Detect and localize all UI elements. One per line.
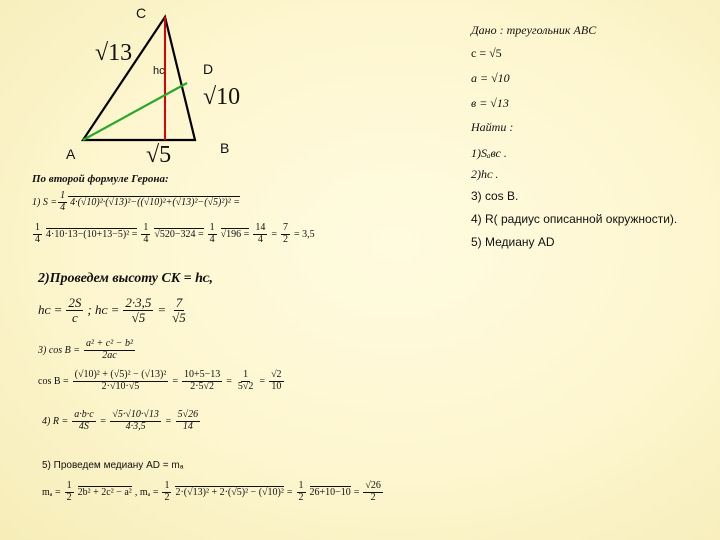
- m-label-2: , mₐ =: [134, 486, 159, 498]
- given-a: a = √10: [471, 71, 510, 85]
- m-root1: 2b² + 2c² − a²: [77, 487, 132, 498]
- cos-frac4: $\frac{1}{5√2}$: [237, 369, 254, 392]
- cos-frac2: $\frac{\text{(√10)² + (√5)² − (√13)²}}{2\cdot√10\cdot√5}$: [74, 369, 167, 392]
- area-root-expr: 4·(√10)²·(√13)²−((√10)²+(√13)²−(√5)²)² =: [70, 197, 240, 208]
- height-title: 2)Проведем высоту CK = hᴄ,: [38, 271, 213, 286]
- cos-frac3: $\frac{10+5-13}{2\cdot 5√2}$: [184, 369, 221, 392]
- m-label: mₐ =: [42, 486, 61, 498]
- m-root3: 26+10−10: [309, 487, 351, 498]
- area-quarter: $\frac{1}{4}$: [60, 190, 66, 213]
- area-result: = 3,5: [293, 228, 315, 240]
- m-eq-1: =: [286, 486, 293, 498]
- side-ab-label: √5: [146, 142, 172, 168]
- m-root2: 2·(√13)² + 2·(√5)² − (√10)²: [175, 487, 284, 498]
- hc-frac2: $\frac{2\cdot 3,5}{√5}$: [125, 295, 152, 325]
- area-prefix: 1) S =: [32, 196, 58, 208]
- hc-label: hᴄ =: [38, 302, 63, 318]
- area-l2-frac2: $\frac{1}{4}$: [143, 222, 149, 245]
- m-frac2: $\frac{1}{2}$: [164, 480, 170, 503]
- given-c: c = √5: [471, 46, 502, 60]
- triangle-abc: [83, 17, 195, 140]
- area-l2-frac3: $\frac{1}{4}$: [209, 222, 215, 245]
- r-label: 4) R =: [42, 415, 69, 427]
- median-ad: [83, 83, 187, 140]
- find-item-5: 5) Медиану AD: [471, 235, 555, 249]
- find-item-2: 2)hᴄ .: [471, 167, 499, 181]
- r-frac2: $\frac{√5\cdot√10\cdot√13}{4\cdot 3,5}$: [112, 409, 159, 432]
- point-d-label: D: [203, 61, 214, 77]
- cos-formula: [38, 339, 136, 361]
- find-title: Найти :: [471, 120, 514, 134]
- hc-frac3: $\frac{7}{√5}$: [172, 295, 186, 325]
- find-item-3: 3) cos B.: [471, 189, 519, 203]
- height-label: hᴄ: [153, 65, 165, 77]
- r-frac3: $\frac{5√26}{14}$: [177, 409, 199, 432]
- cos-frac1: $\frac{\text{a² + c² − b²}}{2ac}$: [86, 338, 133, 361]
- area-line-2: $\frac{1}{4}$ 4·10·13−(10+13−5)² = $\frac{1}{4}$ √520−324 = $\frac{1}{4}$ √196 = $\frac{14}{4}$ = $\frac{7}{2}$ = 3,5: [35, 222, 315, 245]
- m-frac-last: $\frac{√26}{2}$: [365, 480, 381, 503]
- cos-title: 3) cos B =: [38, 344, 81, 356]
- heron-title: По второй формуле Герона:: [32, 173, 169, 185]
- hc-label-2: ; hᴄ =: [87, 302, 120, 318]
- cos-computation: cos B = $\frac{\text{(√10)² + (√5)² − (√13)²}}{2\cdot√10\cdot√5}$ = $\frac{10+5-13}{2\cdot 5√2}$ = $\frac{1}{5√2}$ = $\frac{√2}{10}$: [38, 369, 282, 392]
- radius-formula: 4) R = $\frac{a\cdot b\cdot c}{4S}$ = $\frac{√5\cdot√10\cdot√13}{4\cdot 3,5}$ = $\frac{5√26}{14}$: [42, 409, 199, 432]
- area-l2-frac4: $\frac{14}{4}$: [255, 222, 266, 245]
- m-eq-2: =: [353, 486, 360, 498]
- area-l2-frac1: $\frac{1}{4}$: [35, 222, 40, 245]
- side-bc-label: √10: [203, 84, 241, 110]
- median-title: 5) Проведем медиану AD = mₐ: [42, 460, 184, 471]
- side-ac-label: √13: [95, 40, 133, 66]
- given-title: Дано : треугольник ABC: [471, 23, 597, 37]
- cos-label: cos B =: [38, 375, 69, 387]
- area-l2-root3: √196 =: [220, 229, 250, 240]
- m-frac1: $\frac{1}{2}$: [66, 480, 72, 503]
- find-item-1: 1)Sₐвс .: [471, 146, 507, 160]
- area-l2-root1: 4·10·13−(10+13−5)² =: [46, 229, 138, 240]
- vertex-b-label: B: [220, 140, 230, 156]
- median-formula: [42, 481, 384, 503]
- vertex-c-label: C: [136, 5, 147, 21]
- find-item-4: 4) R( радиус описанной окружности).: [471, 212, 678, 226]
- hc-frac1: $\frac{2S}{c}$: [68, 295, 82, 325]
- m-frac3: $\frac{1}{2}$: [298, 480, 304, 503]
- cos-frac5: $\frac{√2}{10}$: [271, 369, 282, 392]
- height-formula: hᴄ = $\frac{2S}{c}$ ; hᴄ = $\frac{2\cdot 3,5}{√5}$ = $\frac{7}{√5}$: [38, 295, 186, 325]
- area-line-1: [32, 191, 240, 213]
- r-frac1: $\frac{a\cdot b\cdot c}{4S}$: [74, 409, 94, 432]
- area-l2-root2: √520−324 =: [154, 229, 204, 240]
- vertex-a-label: A: [66, 146, 76, 162]
- area-l2-frac5: $\frac{7}{2}$: [282, 222, 288, 245]
- given-v: в = √13: [471, 96, 509, 110]
